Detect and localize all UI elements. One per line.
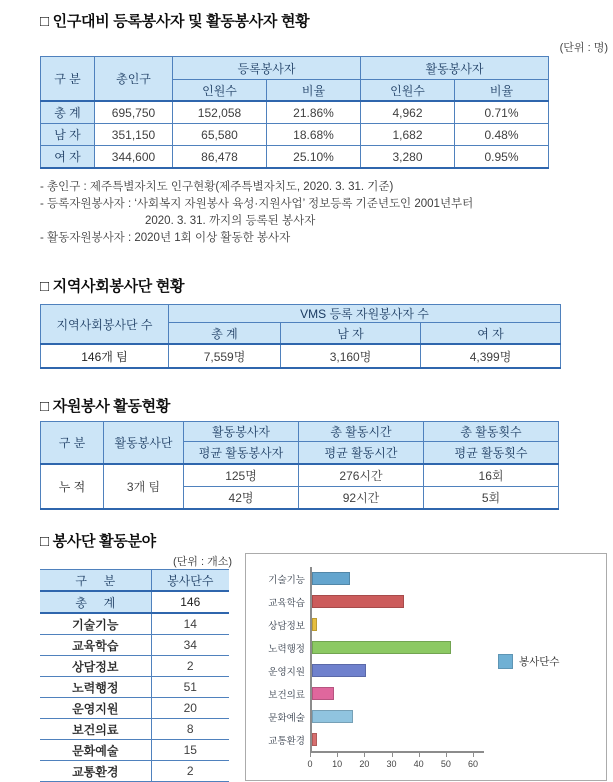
x-axis-tick-label: 50 bbox=[440, 759, 451, 769]
x-axis-tick-mark bbox=[446, 753, 447, 757]
col-header-gubun: 구 분 bbox=[41, 422, 104, 465]
chart-plot-area bbox=[268, 567, 484, 751]
cell-value: 34 bbox=[151, 635, 229, 656]
col-header-act-count: 인원수 bbox=[361, 80, 455, 102]
table-row bbox=[40, 613, 229, 635]
col-header-avg-volunteers: 평균 활동봉사자 bbox=[184, 442, 299, 465]
col-header-team: 활동봉사단 bbox=[104, 422, 184, 465]
x-axis-tick-label: 60 bbox=[467, 759, 479, 769]
cell-value: 15 bbox=[151, 740, 229, 761]
chart-bar bbox=[312, 595, 404, 608]
row-label: 총 계 bbox=[41, 101, 95, 124]
cell-population: 695,750 bbox=[95, 101, 173, 124]
cell-value: 8 bbox=[151, 719, 229, 740]
section1-unit-label: (단위 : 명) bbox=[559, 42, 608, 54]
cell-act-ratio: 0.95% bbox=[455, 146, 549, 169]
chart-bar-row bbox=[268, 567, 484, 590]
col-header-gubun: 구 분 bbox=[41, 57, 95, 102]
footnote-line: - 활동자원봉사자 : 2020년 1회 이상 활동한 봉사자 bbox=[40, 232, 291, 244]
x-axis-tick-mark bbox=[310, 753, 311, 757]
chart-bar-row bbox=[268, 705, 484, 728]
footnote-line: 2020. 3. 31. 까지의 등록된 봉사자 bbox=[145, 215, 316, 227]
cell-volunteers: 125명 bbox=[184, 464, 299, 487]
table-row bbox=[40, 719, 229, 740]
x-axis-tick-mark bbox=[473, 753, 474, 757]
col-header-reg-count: 인원수 bbox=[173, 80, 267, 102]
col-header-female: 여 자 bbox=[421, 323, 561, 345]
col-header-gubun: 구 분 bbox=[40, 570, 151, 592]
cell-male: 3,160명 bbox=[281, 344, 421, 368]
section2-title: □ 지역사회봉사단 현황 bbox=[40, 278, 185, 295]
population-volunteer-table bbox=[40, 56, 549, 169]
col-header-team-count: 지역사회봉사단 수 bbox=[41, 305, 169, 345]
legend-swatch-icon bbox=[498, 654, 513, 669]
cell-population: 351,150 bbox=[95, 124, 173, 146]
section4-unit-label: (단위 : 개소) bbox=[173, 556, 232, 568]
chart-category-label: 상담정보 bbox=[268, 620, 305, 632]
row-label: 기술기능 bbox=[40, 613, 151, 635]
col-header-registered: 등록봉사자 bbox=[173, 57, 361, 80]
chart-bar-row bbox=[268, 659, 484, 682]
x-axis-tick-mark bbox=[419, 753, 420, 757]
row-label: 남 자 bbox=[41, 124, 95, 146]
cell-reg-ratio: 21.86% bbox=[267, 101, 361, 124]
x-axis-tick-label: 0 bbox=[307, 759, 313, 769]
chart-bar bbox=[312, 710, 353, 723]
footnotes bbox=[40, 179, 610, 247]
x-axis-tick-mark bbox=[364, 753, 365, 757]
row-label: 교통환경 bbox=[40, 761, 151, 782]
activity-field-bar-chart bbox=[245, 553, 607, 781]
x-axis-tick-mark bbox=[392, 753, 393, 757]
cell-reg-count: 152,058 bbox=[173, 101, 267, 124]
section4-title: □ 봉사단 활동분야 bbox=[40, 533, 156, 550]
chart-bar-row bbox=[268, 613, 484, 636]
chart-category-label: 기술기능 bbox=[268, 574, 305, 586]
section1-title: □ 인구대비 등록봉사자 및 활동봉사자 현황 bbox=[40, 13, 310, 30]
chart-bar-row bbox=[268, 682, 484, 705]
x-axis-tick-mark bbox=[337, 753, 338, 757]
table-row bbox=[40, 677, 229, 698]
footnote-line: - 등록자원봉사자 : ‘사회복지 자원봉사 육성·지원사업’ 정보등록 기준년도인 2001년부터 bbox=[40, 198, 474, 210]
cell-value: 14 bbox=[151, 613, 229, 635]
cell-value: 51 bbox=[151, 677, 229, 698]
cell-value: 2 bbox=[151, 761, 229, 782]
row-label: 상담정보 bbox=[40, 656, 151, 677]
chart-bar bbox=[312, 733, 317, 746]
table-row bbox=[40, 698, 229, 719]
chart-bar-row bbox=[268, 636, 484, 659]
cell-total: 7,559명 bbox=[169, 344, 281, 368]
cell-act-count: 4,962 bbox=[361, 101, 455, 124]
activity-field-table bbox=[40, 569, 229, 782]
chart-bar-row bbox=[268, 728, 484, 751]
table-row bbox=[41, 101, 549, 124]
table-row bbox=[40, 635, 229, 656]
chart-category-label: 문화예술 bbox=[268, 712, 305, 724]
cell-times: 16회 bbox=[424, 464, 559, 487]
row-label: 운영지원 bbox=[40, 698, 151, 719]
cell-act-count: 3,280 bbox=[361, 146, 455, 169]
row-label: 교육학습 bbox=[40, 635, 151, 656]
row-label: 보건의료 bbox=[40, 719, 151, 740]
col-header-male: 남 자 bbox=[281, 323, 421, 345]
x-axis-tick-label: 40 bbox=[413, 759, 424, 769]
col-header-volunteers: 활동봉사자 bbox=[184, 422, 299, 442]
cell-act-ratio: 0.48% bbox=[455, 124, 549, 146]
row-label: 문화예술 bbox=[40, 740, 151, 761]
cell-volunteers: 42명 bbox=[184, 487, 299, 510]
chart-bar bbox=[312, 641, 451, 654]
chart-bar bbox=[312, 572, 350, 585]
cell-reg-count: 65,580 bbox=[173, 124, 267, 146]
cell-hours: 92시간 bbox=[299, 487, 424, 510]
footnote-line: - 총인구 : 제주특별자치도 인구현황(제주특별자치도, 2020. 3. 31. 기준) bbox=[40, 181, 394, 193]
chart-legend bbox=[498, 654, 560, 669]
col-header-active: 활동봉사자 bbox=[361, 57, 549, 80]
col-header-reg-ratio: 비율 bbox=[267, 80, 361, 102]
chart-x-axis bbox=[307, 751, 484, 775]
x-axis-tick-label: 20 bbox=[359, 759, 370, 769]
row-label: 누 적 bbox=[41, 464, 104, 509]
table-row bbox=[41, 344, 561, 368]
chart-bar-row bbox=[268, 590, 484, 613]
col-header-avg-hours: 평균 활동시간 bbox=[299, 442, 424, 465]
table-row bbox=[40, 740, 229, 761]
col-header-act-ratio: 비율 bbox=[455, 80, 549, 102]
chart-bar bbox=[312, 618, 317, 631]
cell-team-count: 146개 팀 bbox=[41, 344, 169, 368]
chart-category-label: 노력행정 bbox=[268, 643, 305, 655]
cell-value: 20 bbox=[151, 698, 229, 719]
col-header-team-count: 봉사단수 bbox=[151, 570, 229, 592]
cell-reg-ratio: 18.68% bbox=[267, 124, 361, 146]
cell-reg-count: 86,478 bbox=[173, 146, 267, 169]
cell-female: 4,399명 bbox=[421, 344, 561, 368]
row-label: 여 자 bbox=[41, 146, 95, 169]
cell-times: 5회 bbox=[424, 487, 559, 510]
col-header-vms: VMS 등록 자원봉사자 수 bbox=[169, 305, 561, 323]
row-label: 노력행정 bbox=[40, 677, 151, 698]
section4-body bbox=[40, 553, 610, 782]
col-header-hours: 총 활동시간 bbox=[299, 422, 424, 442]
chart-category-label: 보건의료 bbox=[268, 689, 305, 701]
cell-population: 344,600 bbox=[95, 146, 173, 169]
section3-title: □ 자원봉사 활동현황 bbox=[40, 398, 171, 415]
table-row bbox=[41, 464, 559, 487]
table-row bbox=[41, 146, 549, 169]
col-header-times: 총 활동횟수 bbox=[424, 422, 559, 442]
community-team-table bbox=[40, 304, 561, 369]
cell-value: 2 bbox=[151, 656, 229, 677]
row-label-total: 총 계 bbox=[40, 591, 151, 613]
x-axis-tick-label: 10 bbox=[332, 759, 343, 769]
x-axis-tick-label: 30 bbox=[386, 759, 397, 769]
chart-category-label: 운영지원 bbox=[268, 666, 305, 678]
chart-category-label: 교통환경 bbox=[268, 735, 305, 747]
cell-total-value: 146 bbox=[151, 591, 229, 613]
cell-hours: 276시간 bbox=[299, 464, 424, 487]
chart-category-label: 교육학습 bbox=[268, 597, 305, 609]
table-row bbox=[40, 761, 229, 782]
cell-act-ratio: 0.71% bbox=[455, 101, 549, 124]
activity-status-table bbox=[40, 421, 559, 510]
chart-bar bbox=[312, 664, 366, 677]
col-header-avg-times: 평균 활동횟수 bbox=[424, 442, 559, 465]
table-row bbox=[40, 656, 229, 677]
col-header-total: 총 계 bbox=[169, 323, 281, 345]
col-header-population: 총인구 bbox=[95, 57, 173, 102]
table-row bbox=[41, 124, 549, 146]
cell-team: 3개 팀 bbox=[104, 464, 184, 509]
cell-act-count: 1,682 bbox=[361, 124, 455, 146]
legend-label: 봉사단수 bbox=[519, 656, 560, 668]
chart-bar bbox=[312, 687, 334, 700]
cell-reg-ratio: 25.10% bbox=[267, 146, 361, 169]
section4-table-area bbox=[40, 553, 232, 782]
